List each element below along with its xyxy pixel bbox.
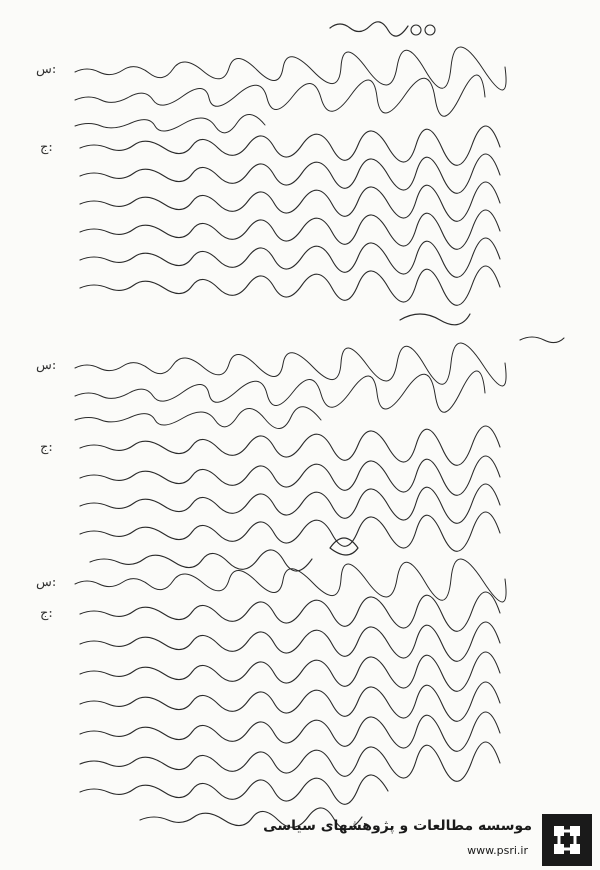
question-marker: س: xyxy=(36,358,57,373)
answer-marker: ج: xyxy=(40,606,53,621)
org-url: www.psri.ir xyxy=(467,844,528,857)
answer-marker: ج: xyxy=(40,140,53,155)
psri-logo-icon xyxy=(542,814,592,866)
org-name: موسسه مطالعات و پژوهشهای سیاسی xyxy=(263,818,532,834)
question-marker: س: xyxy=(36,575,57,590)
question-marker: س: xyxy=(36,62,57,77)
psri-watermark xyxy=(263,810,600,870)
answer-marker: ج: xyxy=(40,440,53,455)
